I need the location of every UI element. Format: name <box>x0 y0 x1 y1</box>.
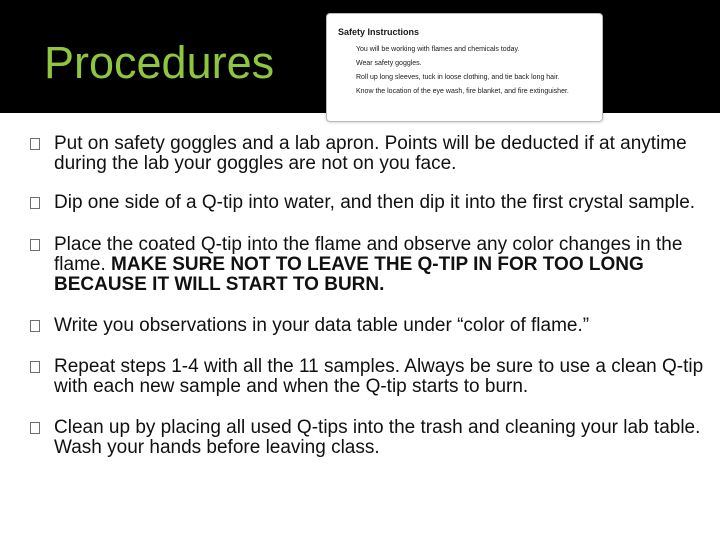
step-warning-text: MAKE SURE NOT TO LEAVE THE Q-TIP IN FOR TOO LONG BECAUSE IT WILL START TO BURN. <box>54 254 644 295</box>
bullet-box-icon <box>30 138 40 150</box>
procedure-step <box>30 316 710 336</box>
safety-card-title: Safety Instructions <box>338 27 420 37</box>
bullet-box-icon <box>30 239 40 251</box>
bullet-box-icon <box>30 422 40 434</box>
safety-line: Roll up long sleeves, tuck in loose clothing, and tie back long hair. <box>356 74 560 81</box>
procedure-step <box>30 134 710 174</box>
step-text: Clean up by placing all used Q-tips into the trash and cleaning your lab table. Wash your hands before leaving class. <box>54 417 701 458</box>
safety-line: Wear safety goggles. <box>356 60 422 67</box>
safety-line: You will be working with flames and chemicals today. <box>356 46 520 53</box>
procedure-step <box>30 418 710 458</box>
safety-line: Know the location of the eye wash, fire blanket, and fire extinguisher. <box>356 88 569 95</box>
procedure-step <box>30 235 710 295</box>
step-text: Put on safety goggles and a lab apron. Points will be deducted if at anytime during the lab your goggles are not on you face. <box>54 133 687 174</box>
procedure-list <box>30 134 710 458</box>
bullet-box-icon <box>30 197 40 209</box>
procedure-step <box>30 357 710 397</box>
step-text: Place the coated Q-tip into the flame and observe any color changes in the flame. <box>54 234 683 275</box>
bullet-box-icon <box>30 320 40 332</box>
step-text: Repeat steps 1-4 with all the 11 samples. Always be sure to use a clean Q-tip with each new sample and when the Q-tip starts to burn. <box>54 356 704 397</box>
step-text: Write you observations in your data table under “color of flame.” <box>54 315 590 336</box>
bullet-box-icon <box>30 361 40 373</box>
step-text: Dip one side of a Q-tip into water, and then dip it into the first crystal sample. <box>54 192 696 213</box>
page-title: Procedures <box>44 37 275 88</box>
safety-instructions-card <box>326 13 603 122</box>
procedure-step <box>30 193 710 213</box>
